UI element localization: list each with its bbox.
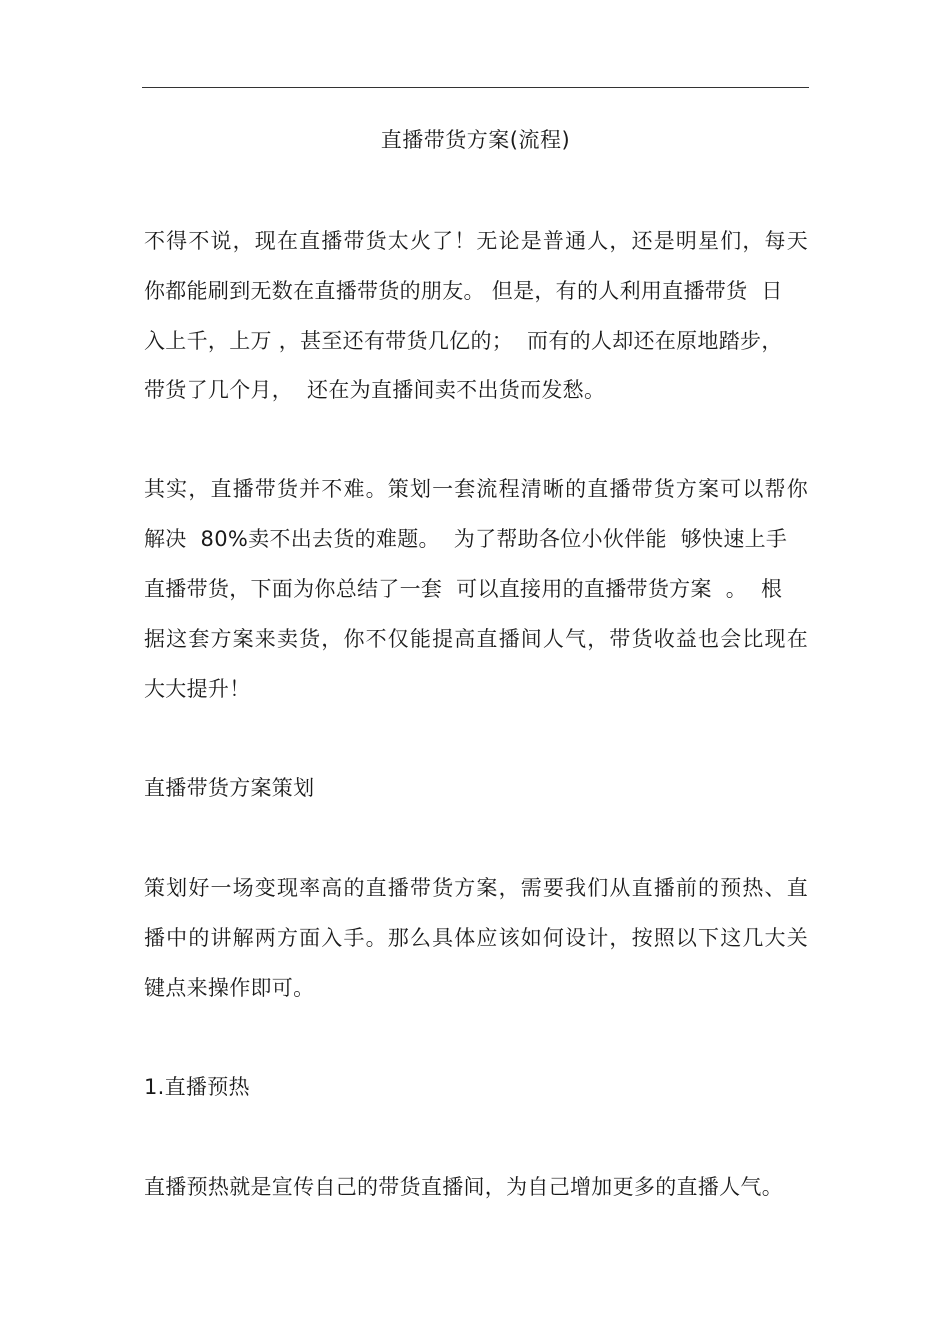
para3-line-1: 策划好一场变现率高的直播带货方案，需要我们从直播前的预热、直: [144, 876, 808, 900]
subheading-live-warmup: 1.直播预热: [144, 1075, 250, 1099]
para3-line-3: 键点来操作即可。: [144, 976, 315, 1000]
intro-line-3: 入上千，上万 ，甚至还有带货几亿的； 而有的人却还在原地踏步，: [144, 329, 783, 353]
para2-line-3: 直播带货，下面为你总结了一套 可以直接用的直播带货方案 。 根: [144, 577, 783, 601]
header-rule: [142, 87, 809, 88]
para2-line-1: 其实，直播带货并不难。策划一套流程清晰的直播带货方案可以帮你: [144, 477, 808, 501]
para3-line-2: 播中的讲解两方面入手。那么具体应该如何设计，按照以下这几大关: [144, 926, 808, 950]
intro-line-4: 带货了几个月， 还在为直播间卖不出货而发愁。: [144, 378, 606, 402]
intro-line-2: 你都能刷到无数在直播带货的朋友。 但是，有的人利用直播带货 日: [144, 279, 783, 303]
para2-line-4: 据这套方案来卖货，你不仅能提高直播间人气，带货收益也会比现在: [144, 627, 808, 651]
section-heading: 直播带货方案策划: [144, 776, 315, 800]
para2-line-5: 大大提升！: [144, 677, 251, 701]
document-title: 直播带货方案(流程): [380, 128, 571, 152]
intro-line-1: 不得不说，现在直播带货太火了！无论是普通人，还是明星们，每天: [144, 229, 808, 253]
para2-line-2: 解决 80%卖不出去货的难题。 为了帮助各位小伙伴能 够快速上手: [144, 527, 788, 551]
para4-line-1: 直播预热就是宣传自己的带货直播间，为自己增加更多的直播人气。: [144, 1175, 783, 1199]
